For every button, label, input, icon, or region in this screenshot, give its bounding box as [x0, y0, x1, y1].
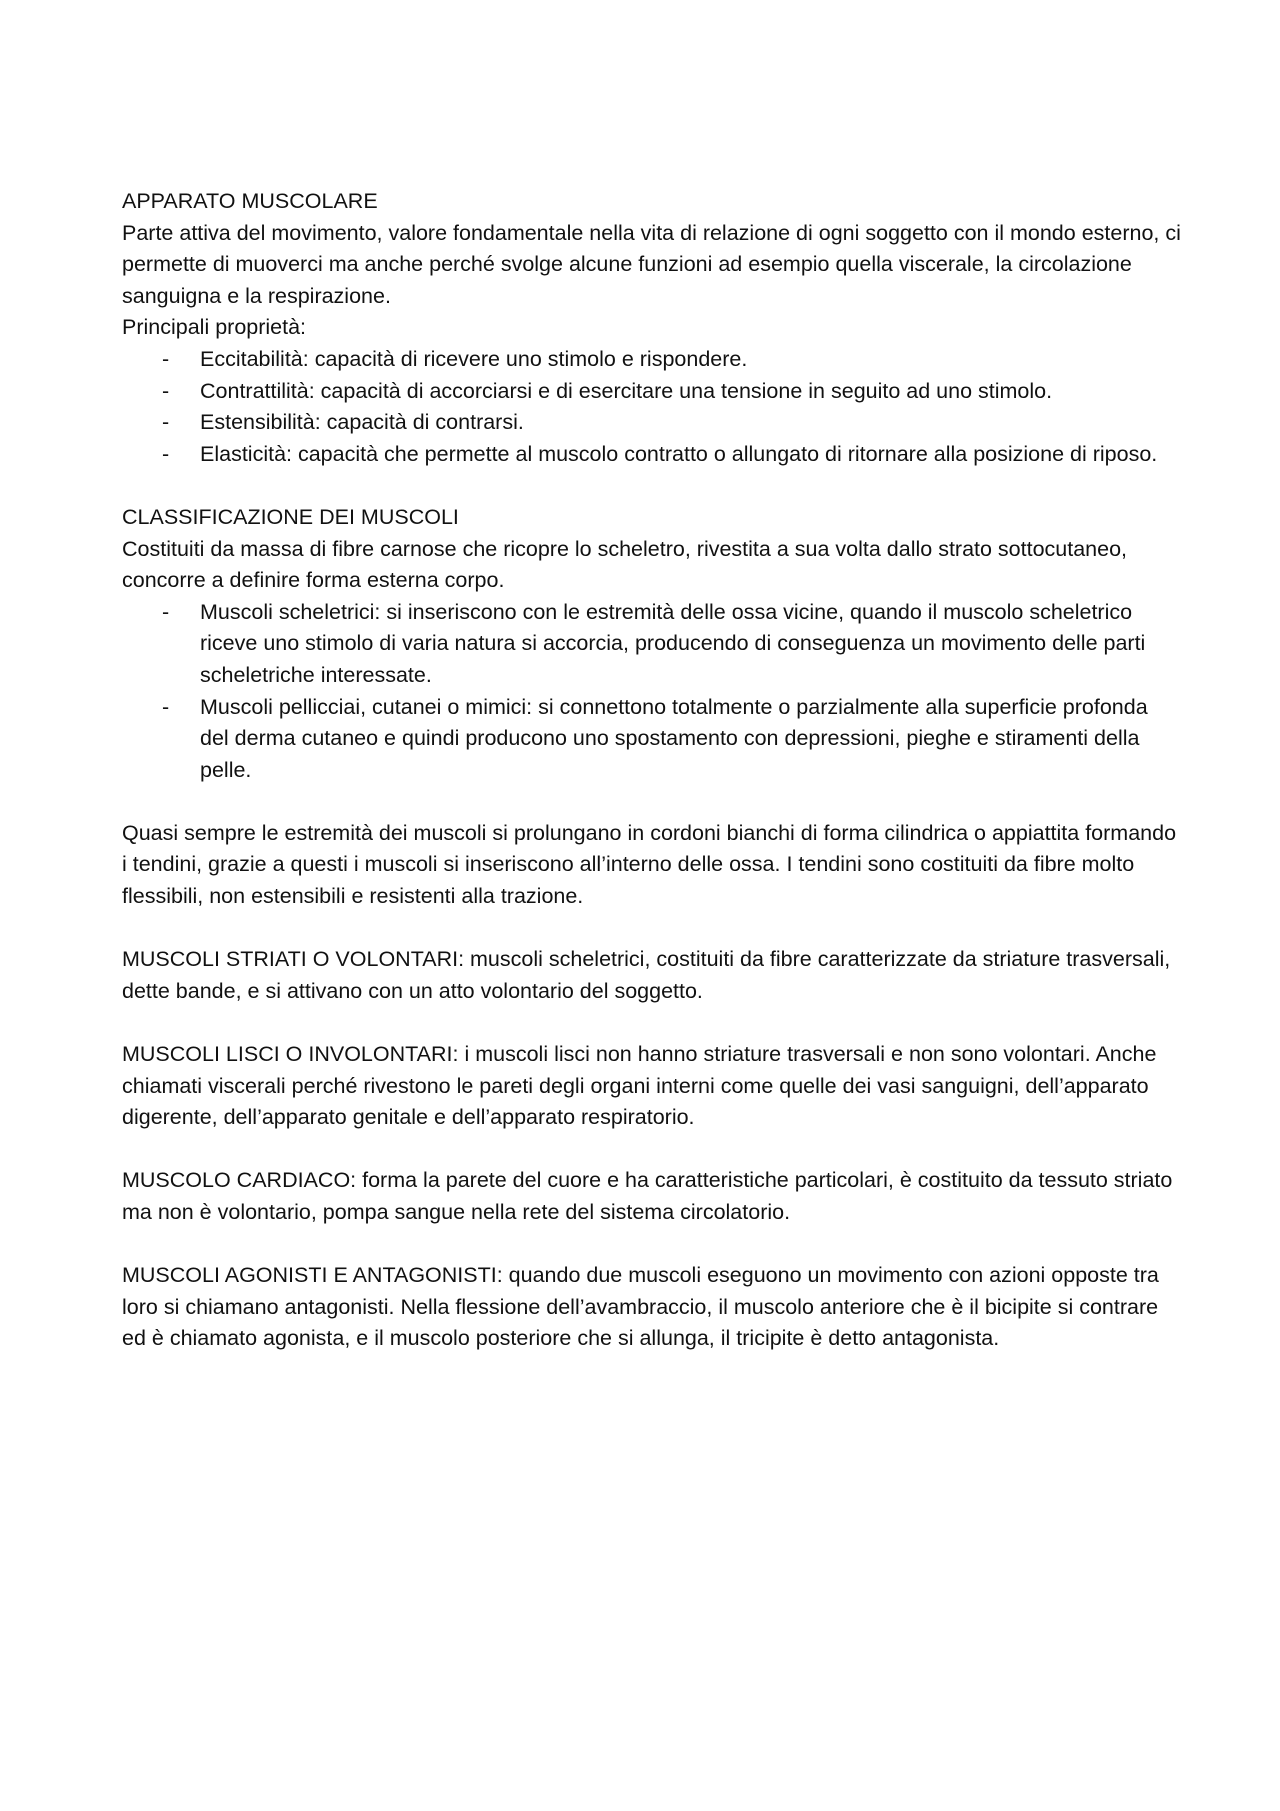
list-item-text: Contrattilità: capacità di accorciarsi e di esercitare una tensione in seguito ad uno stimolo. [200, 378, 1053, 403]
section-title-apparato-muscolare: APPARATO MUSCOLARE [122, 189, 378, 213]
list-item [122, 597, 1182, 692]
properties-heading: Principali proprietà: [122, 315, 307, 340]
paragraph-spacer [122, 470, 1182, 502]
classification-intro-paragraph: Costituiti da massa di fibre carnose che ricopre lo scheletro, rivestita a sua volta dallo strato sottocutaneo, concorre a definire forma esterna corpo. [122, 536, 1128, 593]
agonists-antagonists-paragraph: MUSCOLI AGONISTI E ANTAGONISTI: quando due muscoli eseguono un movimento con azioni opposte tra loro si chiamano antagonisti. Nella flessione dell’avambraccio, il muscolo anteriore che è il bicipite si contrare ed è chiamato agonista, e il muscolo posteriore che si allunga, il tricipite è detto antagonista. [122, 1263, 1159, 1351]
bullet-dash: - [162, 378, 170, 403]
list-item [122, 376, 1182, 408]
bullet-dash: - [162, 346, 170, 371]
bullet-dash: - [162, 410, 170, 435]
cardiac-muscle-paragraph: MUSCOLO CARDIACO: forma la parete del cuore e ha caratteristiche particolari, è costituito da tessuto striato ma non è volontario, pompa sangue nella rete del sistema circolatorio. [122, 1168, 1173, 1224]
document-page [122, 186, 1182, 1355]
list-item [122, 439, 1182, 471]
list-item [122, 692, 1182, 787]
list-item-text: Eccitabilità: capacità di ricevere uno stimolo e rispondere. [200, 346, 748, 371]
smooth-muscles-paragraph: MUSCOLI LISCI O INVOLONTARI: i muscoli lisci non hanno striature trasversali e non sono volontari. Anche chiamati viscerali perché rivestono le pareti degli organi interni come quelle dei vasi sanguigni, dell’apparato digerente, dell’apparato genitale e dell’apparato respiratorio. [122, 1042, 1157, 1130]
intro-paragraph: Parte attiva del movimento, valore fondamentale nella vita di relazione di ogni soggetto con il mondo esterno, ci permette di muoverci ma anche perché svolge alcune funzioni ad esempio quella viscerale, la circolazione sanguigna e la respirazione. [122, 220, 1181, 308]
bullet-dash: - [162, 441, 170, 466]
bullet-dash: - [162, 599, 170, 624]
list-item-text: Estensibilità: capacità di contrarsi. [200, 410, 524, 435]
paragraph-spacer [122, 913, 1182, 945]
paragraph-spacer [122, 1229, 1182, 1261]
list-item-text: Muscoli scheletrici: si inseriscono con le estremità delle ossa vicine, quando il muscolo scheletrico riceve uno stimolo di varia natura si accorcia, producendo di conseguenza un movimento delle parti scheletriche interessate. [200, 599, 1146, 687]
section-title-classificazione: CLASSIFICAZIONE DEI MUSCOLI [122, 504, 459, 529]
list-item [122, 407, 1182, 439]
bullet-dash: - [162, 694, 170, 719]
paragraph-spacer [122, 786, 1182, 818]
striated-muscles-paragraph: MUSCOLI STRIATI O VOLONTARI: muscoli scheletrici, costituiti da fibre caratterizzate da striature trasversali, dette bande, e si attivano con un atto volontario del soggetto. [122, 947, 1171, 1003]
tendons-paragraph: Quasi sempre le estremità dei muscoli si prolungano in cordoni bianchi di forma cilindrica o appiattita formando i tendini, grazie a questi i muscoli si inseriscono all’interno delle ossa. I tendini sono costituiti da fibre molto flessibili, non estensibili e resistenti alla trazione. [122, 820, 1177, 909]
list-item-text: Elasticità: capacità che permette al muscolo contratto o allungato di ritornare alla posizione di riposo. [200, 441, 1158, 466]
properties-list [122, 344, 1182, 470]
paragraph-spacer [122, 1134, 1182, 1166]
list-item-text: Muscoli pellicciai, cutanei o mimici: si connettono totalmente o parzialmente alla superficie profonda del derma cutaneo e quindi producono uno spostamento con depressioni, pieghe e stiramenti della pelle. [200, 694, 1148, 782]
paragraph-spacer [122, 1007, 1182, 1039]
muscle-types-list [122, 597, 1182, 787]
list-item [122, 344, 1182, 376]
